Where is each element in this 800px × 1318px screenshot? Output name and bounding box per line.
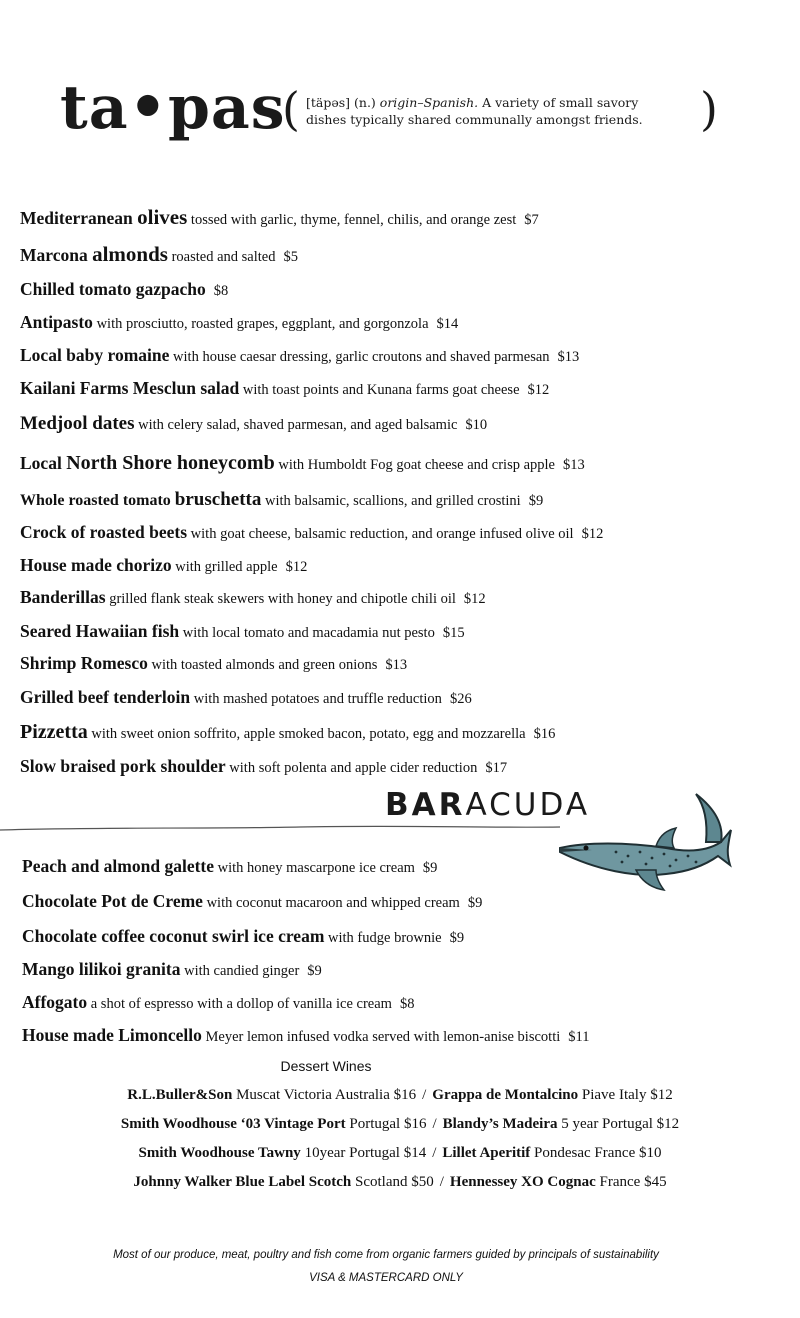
wine-details: Piave Italy $12	[578, 1087, 673, 1103]
item-description: with Humboldt Fog goat cheese and crisp apple	[274, 457, 555, 473]
wine-details: France $45	[595, 1174, 667, 1190]
item-name: Antipasto	[20, 312, 93, 332]
item-price: $11	[568, 1029, 590, 1045]
item-name: Affogato	[22, 992, 88, 1012]
item-description: with house caesar dressing, garlic croutons and shaved parmesan	[169, 349, 550, 365]
wine-details: 5 year Portugal $12	[557, 1116, 680, 1132]
item-name: bruschetta	[174, 489, 262, 510]
item-name: Chilled tomato gazpacho	[20, 279, 206, 299]
wine-row	[0, 1116, 800, 1133]
item-description: a shot of espresso with a dollop of vanilla ice cream	[87, 996, 392, 1012]
menu-item-roasted-beets	[20, 522, 603, 543]
item-price: $7	[524, 212, 539, 228]
dessert-item-galette	[22, 856, 437, 877]
item-name: Chocolate Pot de Creme	[22, 891, 203, 911]
item-price: $26	[449, 691, 472, 707]
item-description: with toasted almonds and green onions	[147, 657, 378, 673]
item-price: $14	[436, 316, 459, 332]
item-description: roasted and salted	[167, 249, 276, 265]
item-price: $9	[422, 860, 438, 876]
menu-item-antipasto	[20, 312, 458, 333]
menu-item-baby-romaine	[20, 345, 579, 366]
origin: origin–Spanish.	[379, 95, 479, 110]
definition-line-1: A variety of small savory	[482, 95, 639, 110]
wine-name: Smith Woodhouse ‘03 Vintage Port	[120, 1116, 346, 1132]
item-price: $5	[283, 249, 298, 265]
item-description: with toast points and Kunana farms goat cheese	[239, 382, 520, 398]
item-price: $13	[563, 457, 585, 473]
item-price: $12	[527, 382, 550, 398]
header	[60, 73, 740, 148]
item-price: $16	[533, 726, 556, 742]
wine-separator: /	[432, 1116, 437, 1132]
item-name: Slow braised pork shoulder	[20, 756, 226, 776]
wine-name: R.L.Buller&Son	[127, 1087, 233, 1103]
item-price: $17	[485, 760, 508, 776]
menu-item-banderillas	[20, 587, 486, 608]
item-name: olives	[137, 205, 188, 229]
menu-item-mesclun-salad	[20, 378, 549, 399]
item-description: with celery salad, shaved parmesan, and aged balsamic	[134, 417, 458, 433]
payment-note: VISA & MASTERCARD ONLY	[309, 1272, 463, 1284]
item-price: $12	[463, 591, 486, 607]
item-name: House made Limoncello	[22, 1025, 202, 1045]
item-name: Seared Hawaiian fish	[20, 621, 180, 641]
item-description: with mashed potatoes and truffle reduction	[190, 691, 442, 707]
item-name: Pizzetta	[20, 721, 88, 743]
item-prefix: Mediterranean	[20, 208, 138, 228]
item-description: with sweet onion soffrito, apple smoked bacon, potato, egg and mozzarella	[87, 726, 526, 742]
item-description: with honey mascarpone ice cream	[214, 860, 415, 876]
wine-details: Muscat Victoria Australia $16	[232, 1087, 417, 1103]
item-name: Grilled beef tenderloin	[20, 687, 191, 707]
dessert-item-limoncello	[22, 1025, 589, 1046]
item-description: with coconut macaroon and whipped cream	[202, 895, 460, 911]
divider-line	[0, 822, 560, 834]
wine-details: Scotland $50	[351, 1174, 434, 1190]
wine-name: Smith Woodhouse Tawny	[138, 1145, 301, 1161]
menu-item-hawaiian-fish	[20, 621, 465, 642]
item-price: $15	[442, 625, 465, 641]
definition-line-2: dishes typically shared communally amongst friends.	[306, 112, 643, 127]
pronunciation: [täpəs]	[306, 95, 351, 110]
item-price: $8	[213, 283, 229, 299]
wine-row	[0, 1174, 800, 1191]
sustainability-note: Most of our produce, meat, poultry and fish come from organic farmers guided by principals of sustainability	[113, 1249, 659, 1261]
wine-name: Hennessey XO Cognac	[449, 1174, 596, 1190]
item-price: $10	[465, 417, 488, 433]
wine-separator: /	[439, 1174, 444, 1190]
wine-row	[0, 1145, 800, 1162]
item-description: with soft polenta and apple cider reduction	[225, 760, 478, 776]
item-description: with goat cheese, balsamic reduction, and orange infused olive oil	[187, 526, 574, 542]
item-price: $8	[399, 996, 415, 1012]
tapas-logo: ta•pas	[60, 73, 286, 143]
item-description: Meyer lemon infused vodka served with lemon-anise biscotti	[201, 1029, 561, 1045]
item-name: Shrimp Romesco	[20, 653, 148, 673]
wine-details: Pondesac France $10	[530, 1145, 662, 1161]
menu-item-olives	[20, 205, 539, 230]
item-name: almonds	[92, 242, 168, 266]
menu-item-medjool-dates	[20, 413, 487, 435]
menu-item-gazpacho	[20, 279, 228, 300]
item-price: $9	[467, 895, 483, 911]
item-name: Chocolate coffee coconut swirl ice cream	[22, 926, 325, 946]
menu-item-pork-shoulder	[20, 756, 507, 777]
item-price: $12	[285, 559, 308, 575]
open-parenthesis: (	[282, 82, 300, 136]
item-description: with fudge brownie	[324, 930, 442, 946]
item-price: $9	[307, 963, 322, 979]
menu-item-chorizo	[20, 555, 307, 576]
item-name: Crock of roasted beets	[20, 522, 188, 542]
wine-details: Portugal $16	[345, 1116, 427, 1132]
item-price: $9	[449, 930, 465, 946]
wine-name: Lillet Aperitif	[442, 1145, 531, 1161]
wine-name: Johnny Walker Blue Label Scotch	[133, 1174, 352, 1190]
item-name: Kailani Farms Mesclun salad	[20, 378, 240, 398]
wine-details: 10year Portugal $14	[300, 1145, 427, 1161]
item-name: Medjool dates	[20, 413, 135, 434]
wine-name: Grappa de Montalcino	[432, 1087, 579, 1103]
item-name: Banderillas	[20, 587, 106, 607]
wine-row	[0, 1087, 800, 1104]
item-name: Mango lilikoi granita	[22, 959, 181, 979]
menu-item-shrimp-romesco	[20, 653, 407, 674]
barracuda-fish-icon	[556, 790, 736, 910]
item-description: with candied ginger	[180, 963, 300, 979]
wine-separator: /	[422, 1087, 427, 1103]
item-prefix: Local	[20, 453, 67, 473]
menu-item-honeycomb	[20, 452, 585, 475]
item-description: with grilled apple	[171, 559, 278, 575]
menu-item-beef-tenderloin	[20, 687, 472, 708]
menu-item-almonds	[20, 242, 298, 267]
dessert-wines-heading: Dessert Wines	[280, 1058, 372, 1074]
dessert-item-ice-cream	[22, 926, 464, 947]
item-price: $9	[528, 493, 544, 509]
menu-item-bruschetta	[20, 489, 543, 511]
item-prefix: Whole roasted tomato	[20, 492, 175, 509]
wine-name: Blandy’s Madeira	[442, 1116, 558, 1132]
close-parenthesis: )	[700, 82, 718, 136]
dessert-item-granita	[22, 959, 322, 980]
item-name: North Shore honeycomb	[66, 452, 275, 474]
item-price: $12	[581, 526, 604, 542]
item-name: House made chorizo	[20, 555, 172, 575]
item-price: $13	[385, 657, 408, 673]
item-prefix: Marcona	[20, 245, 93, 265]
item-description: with balsamic, scallions, and grilled crostini	[261, 493, 521, 509]
part-of-speech: (n.)	[354, 95, 376, 110]
item-description: with prosciutto, roasted grapes, eggplant, and gorgonzola	[92, 316, 429, 332]
brand-thin: ACUDA	[465, 787, 591, 823]
item-description: grilled flank steak skewers with honey and chipotle chili oil	[105, 591, 456, 607]
brand-bold: BAR	[385, 787, 466, 823]
item-price: $13	[557, 349, 580, 365]
tapas-definition	[306, 94, 706, 128]
item-name: Peach and almond galette	[22, 856, 215, 876]
wine-separator: /	[432, 1145, 437, 1161]
item-name: Local baby romaine	[20, 345, 170, 365]
item-description: with local tomato and macadamia nut pesto	[179, 625, 435, 641]
dessert-item-affogato	[22, 992, 414, 1013]
item-description: tossed with garlic, thyme, fennel, chilis, and orange zest	[187, 212, 517, 228]
menu-item-pizzetta	[20, 721, 555, 744]
dessert-item-pot-de-creme	[22, 891, 482, 912]
